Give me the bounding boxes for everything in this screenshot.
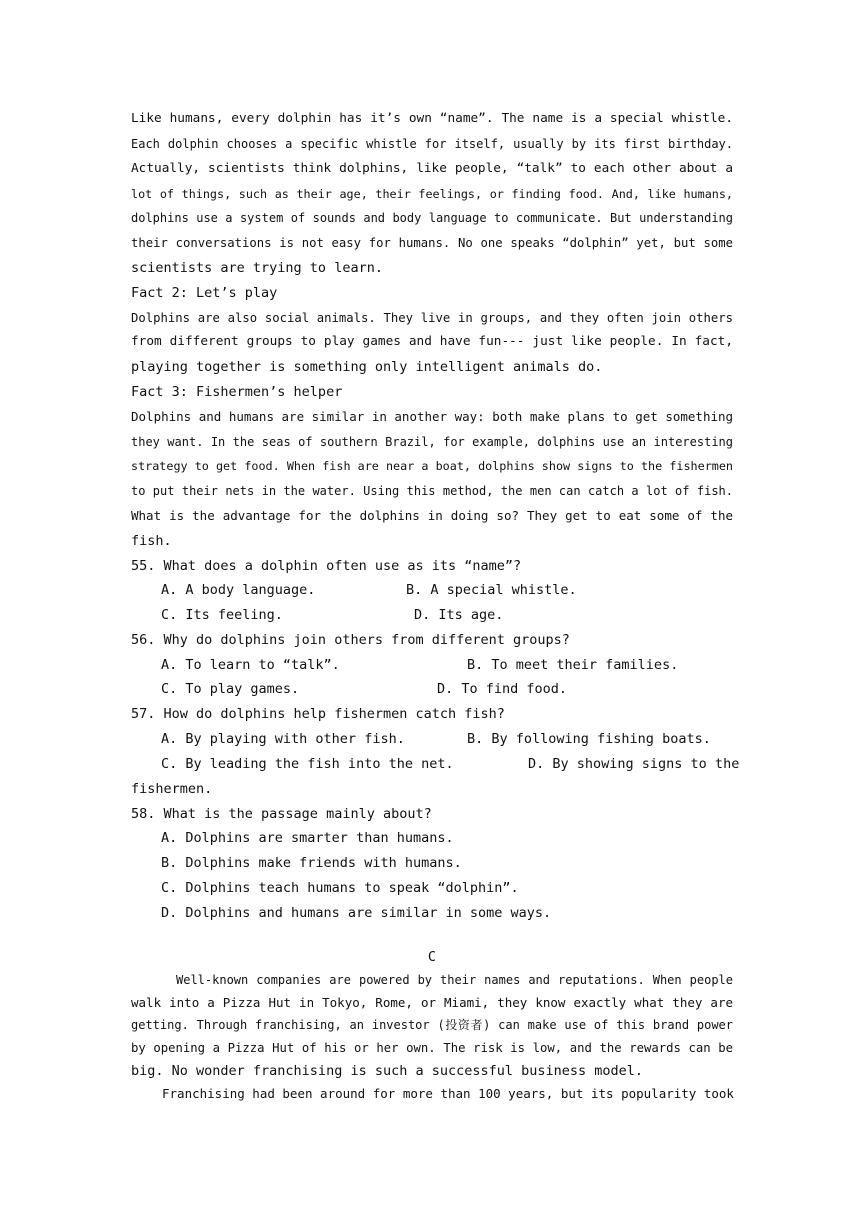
text-line: Franchising had been around for more than 100 years, but its popularity took: [162, 1086, 734, 1101]
text-line: walk into a Pizza Hut in Tokyo, Rome, or Miami, they know exactly what they are: [131, 995, 733, 1010]
option-b: B. By following fishing boats.: [467, 731, 711, 747]
option-d-continued: fishermen.: [131, 781, 213, 797]
option-b: B. Dolphins make friends with humans.: [161, 855, 462, 871]
text-line: their conversations is not easy for humans. No one speaks “dolphin” yet, but some: [131, 236, 733, 250]
question-stem: 55. What does a dolphin often use as its “name”?: [131, 558, 522, 574]
text-line: playing together is something only intelligent animals do.: [131, 359, 603, 375]
section-label: C: [427, 949, 437, 965]
option-a: A. A body language.: [161, 582, 316, 598]
option-a: A. By playing with other fish.: [161, 731, 405, 747]
section-heading: Fact 3: Fishermen’s helper: [131, 384, 343, 400]
option-d: D. Dolphins and humans are similar in some ways.: [161, 905, 552, 921]
text-line: Each dolphin chooses a specific whistle for itself, usually by its first birthday.: [131, 137, 733, 151]
option-d: D. By showing signs to the: [528, 756, 740, 772]
option-a: A. Dolphins are smarter than humans.: [161, 830, 454, 846]
question-stem: 57. How do dolphins help fishermen catch fish?: [131, 706, 505, 722]
option-a: A. To learn to “talk”.: [161, 657, 340, 673]
option-b: B. A special whistle.: [406, 582, 577, 598]
section-heading: Fact 2: Let’s play: [131, 285, 278, 301]
text-line: strategy to get food. When fish are near a boat, dolphins show signs to the fishermen: [131, 459, 733, 473]
option-c: C. To play games.: [161, 681, 300, 697]
text-line: getting. Through franchising, an investor (投资者) can make use of this brand power: [131, 1018, 733, 1032]
text-line: dolphins use a system of sounds and body language to communicate. But understanding: [131, 211, 733, 225]
text-line: big. No wonder franchising is such a successful business model.: [131, 1063, 644, 1079]
text-line: they want. In the seas of southern Brazil, for example, dolphins use an interesting: [131, 435, 733, 449]
option-c: C. Dolphins teach humans to speak “dolphin”.: [161, 880, 519, 896]
text-line: Like humans, every dolphin has it’s own “name”. The name is a special whistle.: [131, 111, 733, 126]
text-line: scientists are trying to learn.: [131, 260, 383, 276]
option-d: D. Its age.: [414, 607, 504, 623]
text-line: Dolphins are also social animals. They live in groups, and they often join others: [131, 311, 733, 325]
text-line: lot of things, such as their age, their feelings, or finding food. And, like humans,: [131, 187, 733, 201]
option-b: B. To meet their families.: [467, 657, 679, 673]
text-line: to put their nets in the water. Using this method, the men can catch a lot of fish.: [131, 484, 733, 498]
option-c: C. Its feeling.: [161, 607, 283, 623]
question-stem: 58. What is the passage mainly about?: [131, 806, 432, 822]
text-line: fish.: [131, 533, 172, 549]
option-d: D. To find food.: [437, 681, 568, 697]
text-line: from different groups to play games and have fun--- just like people. In fact,: [131, 334, 733, 349]
question-stem: 56. Why do dolphins join others from different groups?: [131, 632, 570, 648]
text-line: Actually, scientists think dolphins, like people, “talk” to each other about a: [131, 161, 733, 176]
text-line: Well-known companies are powered by their names and reputations. When people: [176, 973, 733, 987]
text-line: What is the advantage for the dolphins in doing so? They get to eat some of the: [131, 508, 733, 523]
option-c: C. By leading the fish into the net.: [161, 756, 454, 772]
text-line: Dolphins and humans are similar in another way: both make plans to get something: [131, 409, 734, 424]
text-line: by opening a Pizza Hut of his or her own. The risk is low, and the rewards can be: [131, 1041, 733, 1055]
